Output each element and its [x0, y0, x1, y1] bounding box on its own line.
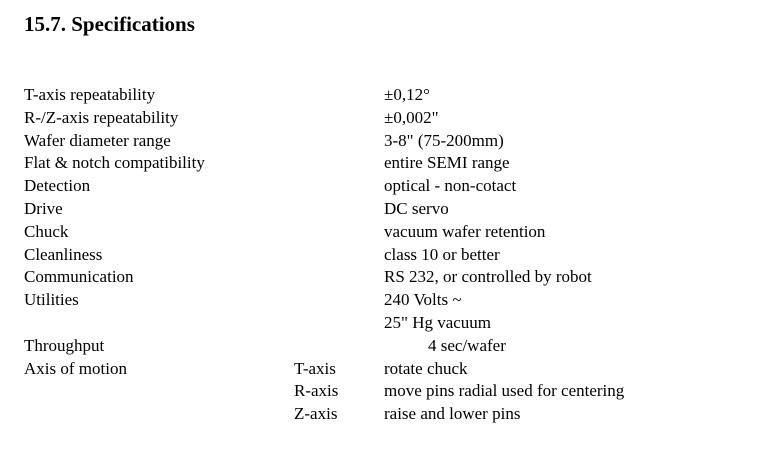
spec-row [24, 152, 764, 175]
axis-label: Z-axis [294, 404, 338, 424]
spec-label: Utilities [24, 290, 79, 310]
spec-label: R-/Z-axis repeatability [24, 107, 179, 127]
spec-row [24, 198, 764, 221]
spec-label: Detection [24, 176, 91, 196]
spec-label: Chuck [24, 221, 69, 241]
spec-label: Throughput [24, 335, 105, 355]
spec-value: move pins radial used for centering [384, 381, 625, 401]
spec-row [24, 221, 764, 244]
section-title: 15.7. Specifications [24, 12, 195, 36]
spec-value: 240 Volts ~ [384, 290, 462, 310]
spec-label: Flat & notch compatibility [24, 153, 205, 173]
spec-label: Drive [24, 198, 63, 218]
spec-value: 25" Hg vacuum [384, 312, 492, 332]
spec-label: Cleanliness [24, 244, 103, 264]
spec-row [24, 107, 764, 130]
spec-value: ±0,002" [384, 107, 439, 127]
spec-value: RS 232, or controlled by robot [384, 267, 592, 287]
axis-label: T-axis [294, 358, 336, 378]
spec-label: Communication [24, 267, 134, 287]
spec-row [24, 403, 764, 426]
spec-label: Wafer diameter range [24, 130, 171, 150]
spec-row [24, 130, 764, 153]
spec-value: vacuum wafer retention [384, 221, 546, 241]
spec-value: raise and lower pins [384, 404, 521, 424]
spec-row [24, 266, 764, 289]
spec-value: DC servo [384, 198, 449, 218]
spec-value: rotate chuck [384, 358, 468, 378]
spec-label: Axis of motion [24, 358, 127, 378]
spec-row [24, 84, 764, 107]
spec-value: 3-8" (75-200mm) [384, 130, 504, 150]
spec-row [24, 358, 764, 381]
axis-label: R-axis [294, 381, 339, 401]
spec-row [24, 335, 764, 358]
spec-value: 4 sec/wafer [428, 335, 506, 355]
spec-value: ±0,12° [384, 85, 430, 104]
spec-row [24, 175, 764, 198]
specifications-table [24, 84, 764, 426]
spec-value: class 10 or better [384, 244, 500, 264]
spec-row [24, 380, 764, 403]
spec-row [24, 312, 764, 335]
spec-row [24, 289, 764, 312]
spec-value: entire SEMI range [384, 153, 510, 173]
spec-row [24, 244, 764, 267]
spec-label: T-axis repeatability [24, 85, 156, 104]
spec-value: optical - non-cotact [384, 176, 517, 196]
